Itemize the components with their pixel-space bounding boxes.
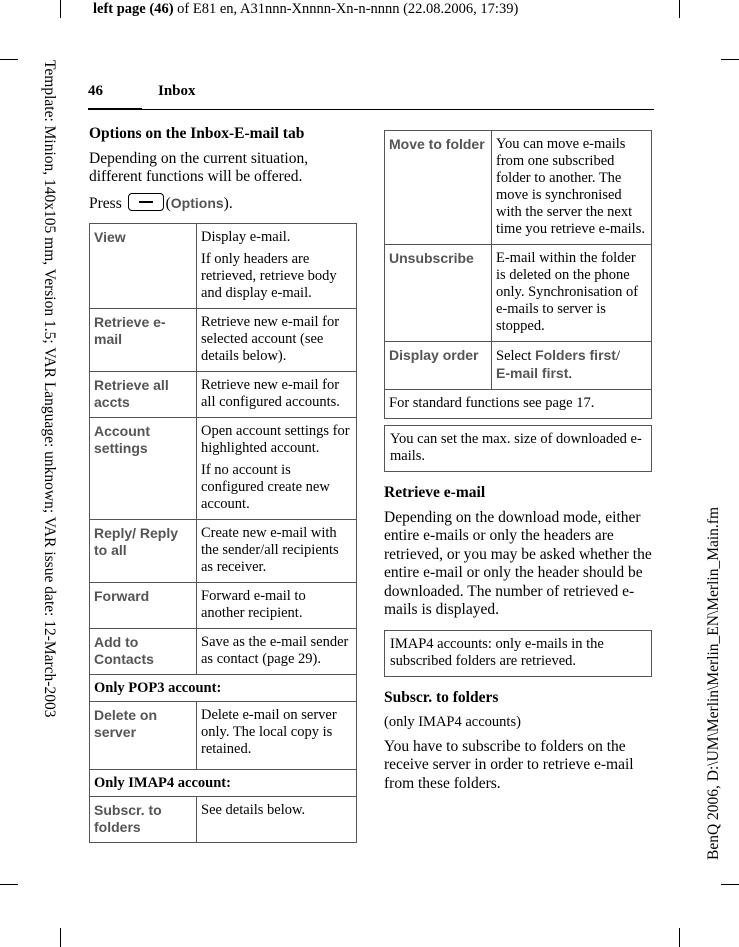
table-row: Retrieve all accts Retrieve new e-mail for all configured accounts. (90, 372, 357, 418)
note-box: IMAP4 accounts: only e-mails in the subscribed folders are retrieved. (384, 630, 652, 677)
options-table (89, 223, 357, 843)
left-softkey-icon (128, 193, 164, 211)
table-row: Retrieve e-mail Retrieve new e-mail for selected account (see details below). (90, 309, 357, 372)
section-heading: Subscr. to folders (384, 688, 499, 706)
section-heading: Retrieve e-mail (384, 484, 486, 501)
crop-mark (60, 0, 61, 18)
table-row: Unsubscribe E-mail within the folder is deleted on the phone only. Synchronisation of e-mails to server is stopped. (385, 245, 652, 342)
body-text: Depending on the download mode, either entire e-mails or only the headers are retrieved, or you may be asked whether the entire e-mail or only the header should be downloaded. The number of retrieved e-mails is displayed. (384, 508, 652, 618)
template-info: Template: Minion, 140x105 mm, Version 1.5; VAR Language: unknown; VAR issue date: 12-March-2003 (41, 60, 58, 718)
table-row: For standard functions see page 17. (385, 390, 652, 419)
file-path: BenQ 2006, D:\UM\Merlin\Merlin_EN\Merlin_Main.fm (705, 506, 722, 860)
crop-mark (0, 59, 18, 60)
table-row: Add to Contacts Save as the e-mail sender as contact (page 29). (90, 629, 357, 675)
page-number: 46 (88, 83, 103, 99)
table-row: Only POP3 account: (90, 675, 357, 702)
crop-mark (60, 928, 61, 947)
table-row: Subscr. to folders See details below. (90, 797, 357, 843)
crop-mark (679, 928, 680, 947)
section-heading: Options on the Inbox-E-mail tab (89, 125, 305, 142)
right-column (384, 130, 652, 799)
table-row: Move to folder You can move e-mails from one subscribed folder to another. The move is synchronised with the server the next time you retrieve e-mails. (385, 131, 652, 245)
press-instruction: Press (Options). (89, 194, 233, 212)
table-row: Reply/ Reply to all Create new e-mail with the sender/all recipients as receiver. (90, 520, 357, 583)
crop-mark (721, 59, 739, 60)
body-text: You have to subscribe to folders on the receive server in order to retrieve e-mail from these folders. (384, 737, 634, 792)
crop-mark (679, 0, 680, 18)
left-column (89, 125, 357, 843)
page-title: Inbox (158, 83, 196, 99)
table-row: Display order Select Folders first/ E-mail first. (385, 342, 652, 390)
table-row: Forward Forward e-mail to another recipient. (90, 583, 357, 629)
table-row: Only IMAP4 account: (90, 770, 357, 797)
table-row: Account settings Open account settings for highlighted account. If no account is configured create new account. (90, 418, 357, 520)
crop-mark (721, 884, 739, 885)
table-row: Delete on server Delete e-mail on server only. The local copy is retained. (90, 702, 357, 770)
intro-text: Depending on the current situation, different functions will be offered. (89, 149, 309, 185)
options-table-continued (384, 130, 652, 419)
note-box: You can set the max. size of downloaded e-mails. (384, 425, 652, 472)
options-softkey: Options (170, 194, 224, 211)
crop-mark (0, 884, 18, 885)
print-meta: left page (46) of E81 en, A31nnn-Xnnnn-Xn-n-nnnn (22.08.2006, 17:39) (93, 1, 519, 17)
table-row: View Display e-mail. If only headers are retrieved, retrieve body and display e-mail. (90, 224, 357, 309)
page-header (88, 83, 654, 109)
body-subtext: (only IMAP4 accounts) (384, 714, 521, 730)
